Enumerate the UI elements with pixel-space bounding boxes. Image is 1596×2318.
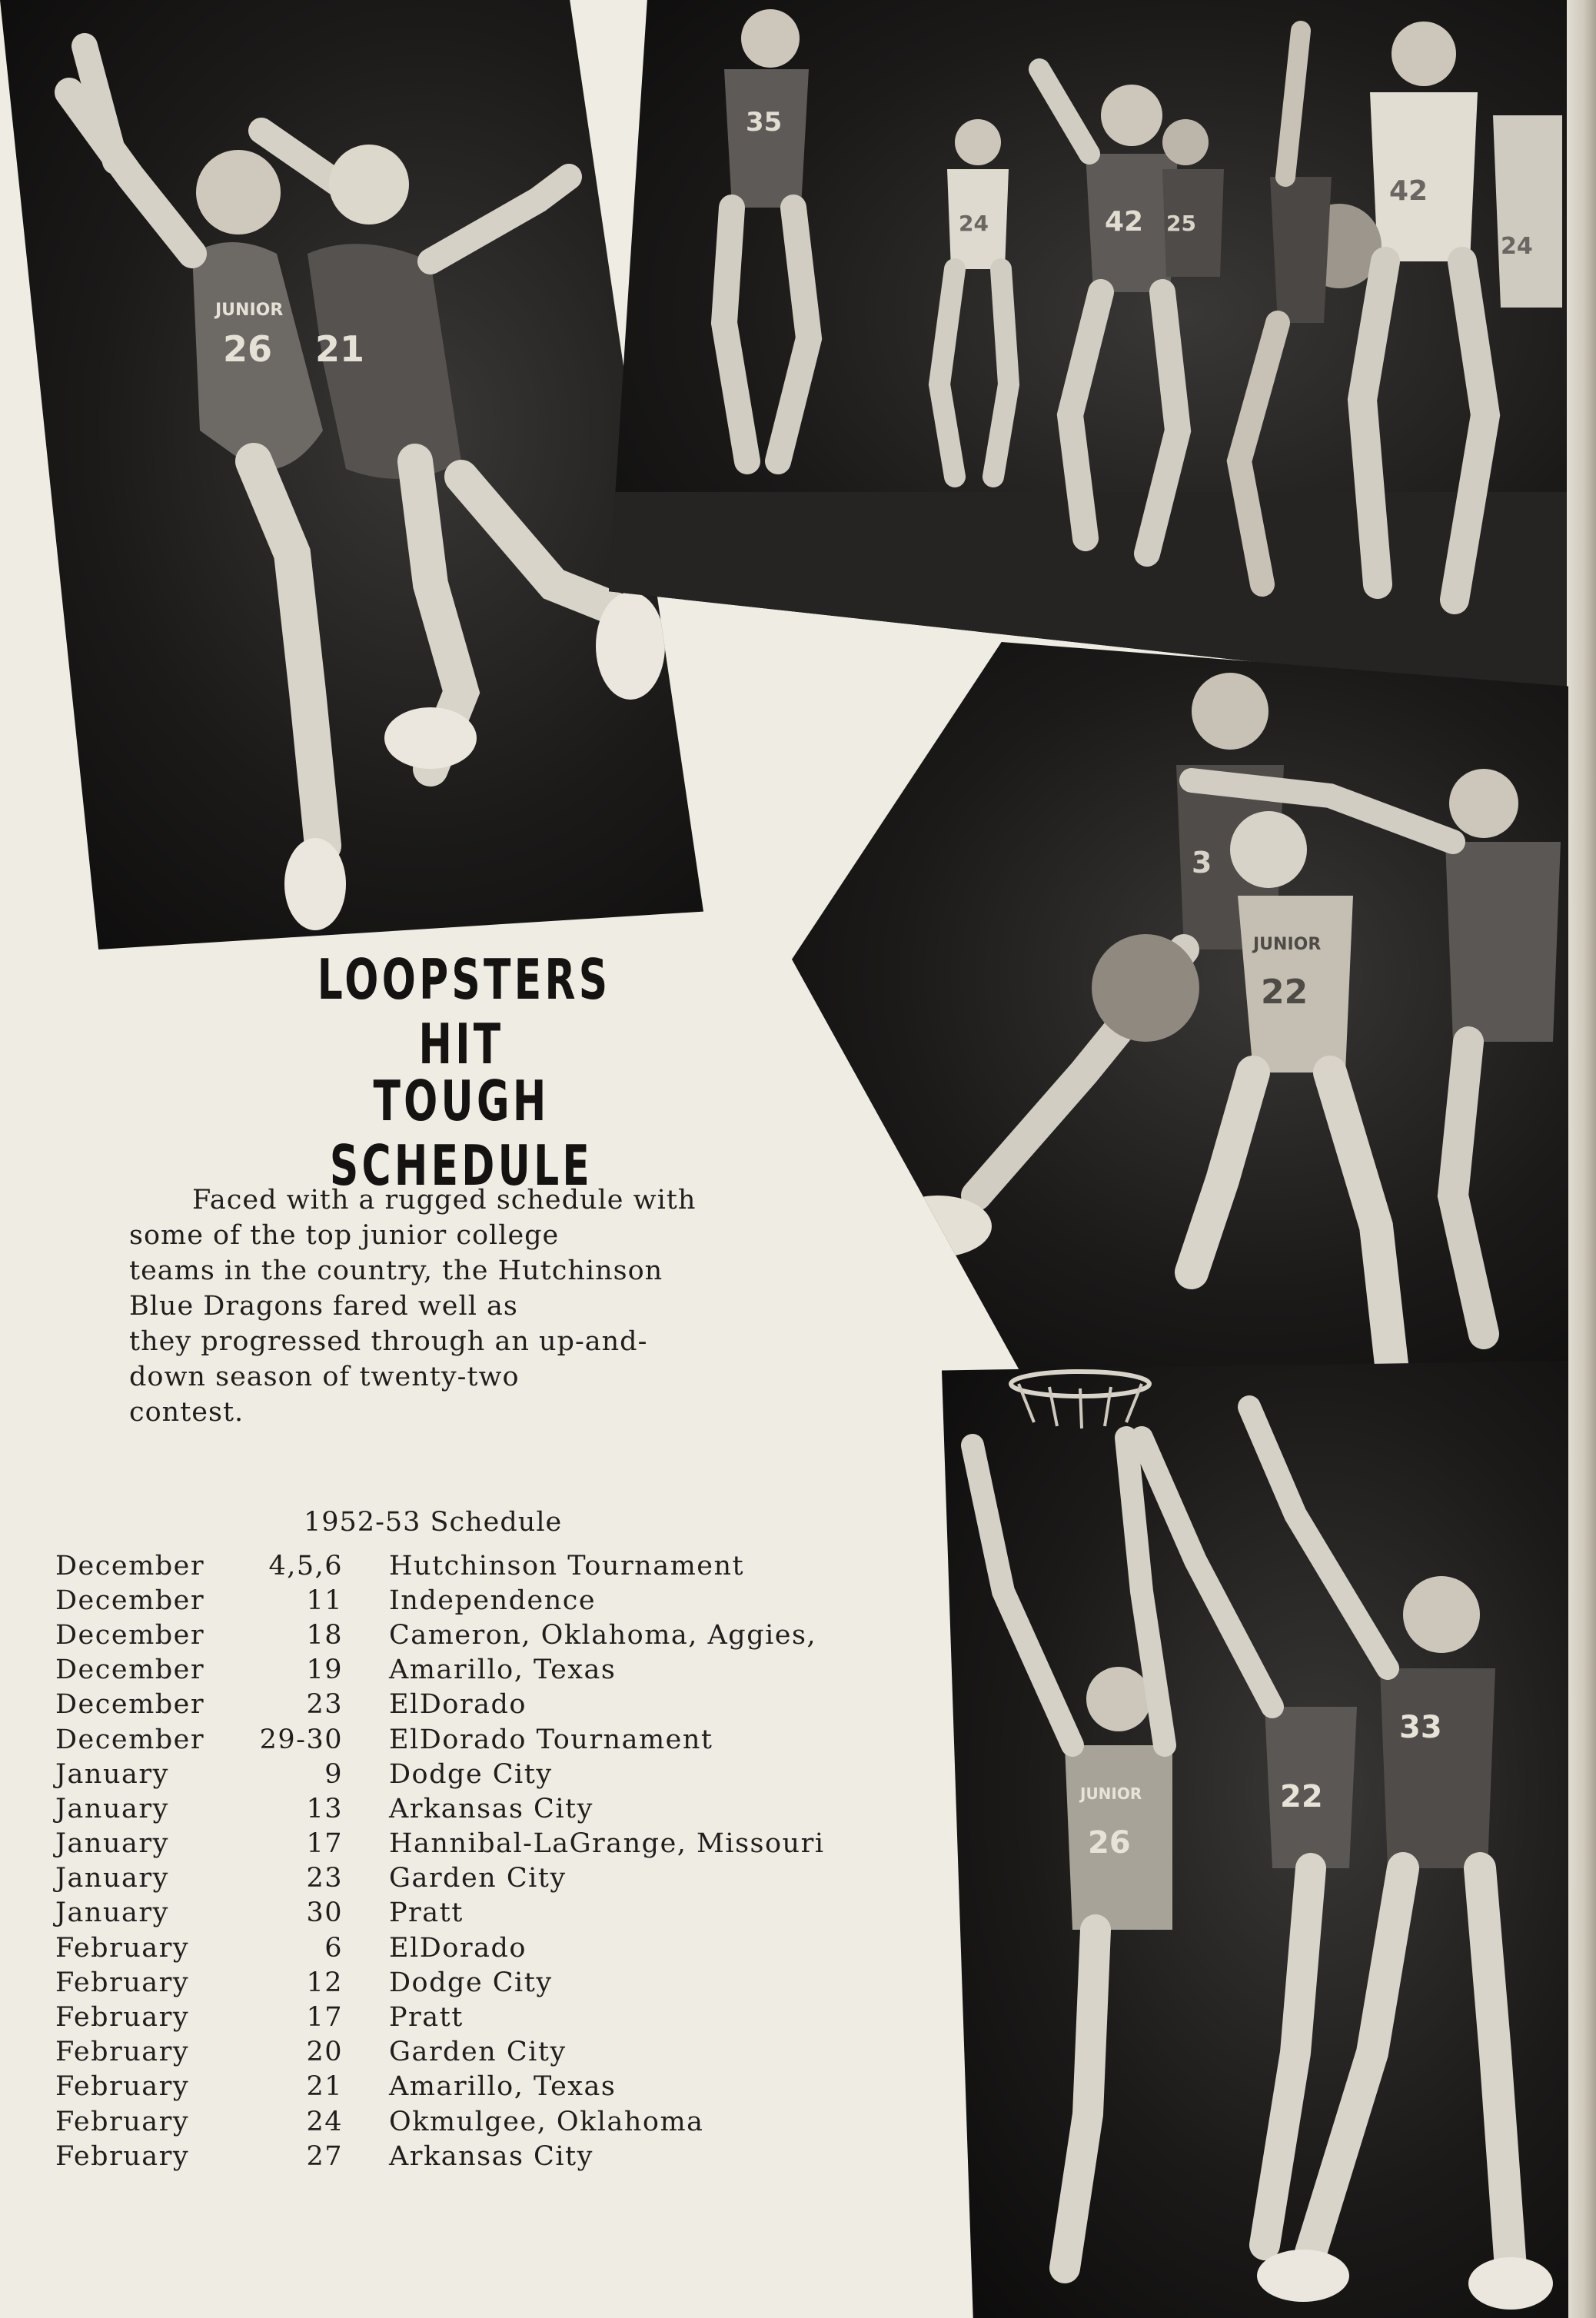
schedule-opponent: Arkansas City	[389, 2140, 594, 2172]
schedule-month: December	[55, 1550, 205, 1581]
schedule-row	[55, 2104, 947, 2139]
jersey-number-22: 22	[1261, 973, 1308, 1012]
jersey-lettering: JUNIOR	[1253, 935, 1322, 954]
schedule-date: 12	[306, 1967, 343, 1998]
headline-line-1: LOOPSTERS HIT	[317, 947, 611, 1076]
schedule-opponent: ElDorado Tournament	[389, 1724, 713, 1755]
schedule-opponent: Amarillo, Texas	[389, 1655, 617, 1686]
intro-line: they progressed through an up-and-	[129, 1326, 648, 1357]
jersey-number-35: 35	[746, 107, 783, 138]
schedule-date: 17	[306, 2002, 343, 2034]
jersey-number-42-white: 42	[1389, 175, 1428, 207]
schedule-opponent: Hannibal-LaGrange, Missouri	[389, 1828, 825, 1860]
jersey-number-22: 22	[1280, 1779, 1323, 1814]
schedule-row	[55, 1827, 947, 1861]
schedule-month: January	[55, 1793, 169, 1824]
jersey-number-42: 42	[1105, 206, 1144, 238]
schedule-date: 20	[306, 2037, 343, 2068]
schedule-opponent: Dodge City	[389, 1758, 553, 1790]
schedule-month: December	[55, 1585, 205, 1616]
schedule-date: 11	[306, 1585, 343, 1616]
schedule-date: 6	[324, 1932, 343, 1964]
schedule-opponent: Independence	[389, 1585, 597, 1616]
schedule-row	[55, 2035, 947, 2070]
schedule-opponent: ElDorado	[389, 1689, 527, 1721]
schedule-opponent: Cameron, Oklahoma, Aggies,	[389, 1619, 817, 1651]
schedule-row	[55, 1688, 947, 1722]
basketball-photo-running-players	[609, 0, 1567, 696]
schedule-date: 23	[306, 1689, 343, 1721]
intro-paragraph	[129, 1182, 821, 1430]
page-binding-edge	[1565, 0, 1596, 2318]
schedule-row	[55, 2139, 947, 2173]
schedule-date: 30	[306, 1897, 343, 1929]
schedule-month: December	[55, 1619, 205, 1651]
jersey-number-24-right: 24	[1501, 233, 1533, 260]
schedule-month: February	[55, 2140, 190, 2172]
schedule-month: February	[55, 2071, 190, 2103]
photo-3-illustration	[792, 642, 1568, 1380]
schedule-table	[55, 1548, 947, 2173]
schedule-row	[55, 1548, 947, 1583]
schedule-date: 23	[306, 1863, 343, 1894]
jersey-number-24: 24	[959, 211, 989, 236]
jersey-number-33: 33	[1399, 1710, 1442, 1745]
schedule-opponent: ElDorado	[389, 1932, 527, 1964]
schedule-date: 17	[306, 1828, 343, 1860]
schedule-date: 24	[306, 2106, 343, 2137]
schedule-opponent: Garden City	[389, 1863, 567, 1894]
basketball-photo-driving-player	[792, 642, 1568, 1380]
schedule-month: December	[55, 1724, 205, 1755]
schedule-row	[55, 2000, 947, 2034]
schedule-month: January	[55, 1758, 169, 1790]
schedule-month: January	[55, 1897, 169, 1929]
schedule-opponent: Garden City	[389, 2037, 567, 2068]
schedule-row	[55, 1965, 947, 2000]
jersey-number-26: 26	[1088, 1825, 1131, 1861]
schedule-row	[55, 1791, 947, 1826]
intro-line: some of the top junior college	[129, 1220, 560, 1251]
schedule-opponent: Pratt	[389, 1897, 464, 1929]
schedule-date: 13	[306, 1793, 343, 1824]
schedule-row	[55, 1861, 947, 1896]
jersey-lettering: JUNIOR	[215, 301, 284, 320]
schedule-opponent: Okmulgee, Oklahoma	[389, 2106, 704, 2137]
basketball-photo-rebound	[942, 1361, 1568, 2318]
schedule-row	[55, 1722, 947, 1757]
intro-line: contest.	[129, 1397, 244, 1428]
schedule-row	[55, 1653, 947, 1688]
schedule-month: January	[55, 1828, 169, 1860]
jersey-number-26: 26	[223, 328, 273, 370]
schedule-month: February	[55, 1967, 190, 1998]
schedule-date: 18	[306, 1619, 343, 1651]
schedule-row	[55, 1618, 947, 1652]
photo-1-illustration	[0, 0, 703, 949]
schedule-month: December	[55, 1689, 205, 1721]
schedule-row	[55, 1757, 947, 1791]
intro-line: down season of twenty-two	[129, 1362, 520, 1392]
schedule-opponent: Amarillo, Texas	[389, 2071, 617, 2103]
schedule-date: 27	[306, 2140, 343, 2172]
schedule-date: 9	[324, 1758, 343, 1790]
jersey-lettering: JUNIOR	[1080, 1784, 1142, 1803]
jersey-number-25: 25	[1166, 211, 1196, 236]
schedule-row	[55, 1931, 947, 1965]
jersey-number-3: 3	[1192, 846, 1212, 880]
schedule-opponent: Dodge City	[389, 1967, 553, 1998]
schedule-month: February	[55, 2106, 190, 2137]
schedule-opponent: Hutchinson Tournament	[389, 1550, 745, 1581]
schedule-month: December	[55, 1655, 205, 1686]
schedule-opponent: Pratt	[389, 2002, 464, 2034]
headline-line-2: TOUGH SCHEDULE	[329, 1069, 594, 1198]
schedule-month: February	[55, 2002, 190, 2034]
schedule-row	[55, 2070, 947, 2104]
intro-line: Faced with a rugged schedule with	[192, 1185, 697, 1216]
intro-line: teams in the country, the Hutchinson	[129, 1255, 663, 1286]
schedule-date: 4,5,6	[268, 1550, 343, 1581]
schedule-row	[55, 1583, 947, 1618]
schedule-date: 21	[306, 2071, 343, 2103]
schedule-month: January	[55, 1863, 169, 1894]
schedule-date: 19	[306, 1655, 343, 1686]
basketball-photo-leaping-players	[0, 0, 703, 949]
schedule-opponent: Arkansas City	[389, 1793, 594, 1824]
photo-2-illustration	[609, 0, 1567, 696]
schedule-date: 29-30	[259, 1724, 343, 1755]
photo-4-illustration	[942, 1361, 1568, 2318]
intro-line: Blue Dragons fared well as	[129, 1291, 518, 1322]
schedule-row	[55, 1896, 947, 1931]
schedule-title: 1952-53 Schedule	[304, 1507, 563, 1538]
jersey-number-21: 21	[315, 328, 365, 370]
schedule-month: February	[55, 1932, 190, 1964]
schedule-month: February	[55, 2037, 190, 2068]
